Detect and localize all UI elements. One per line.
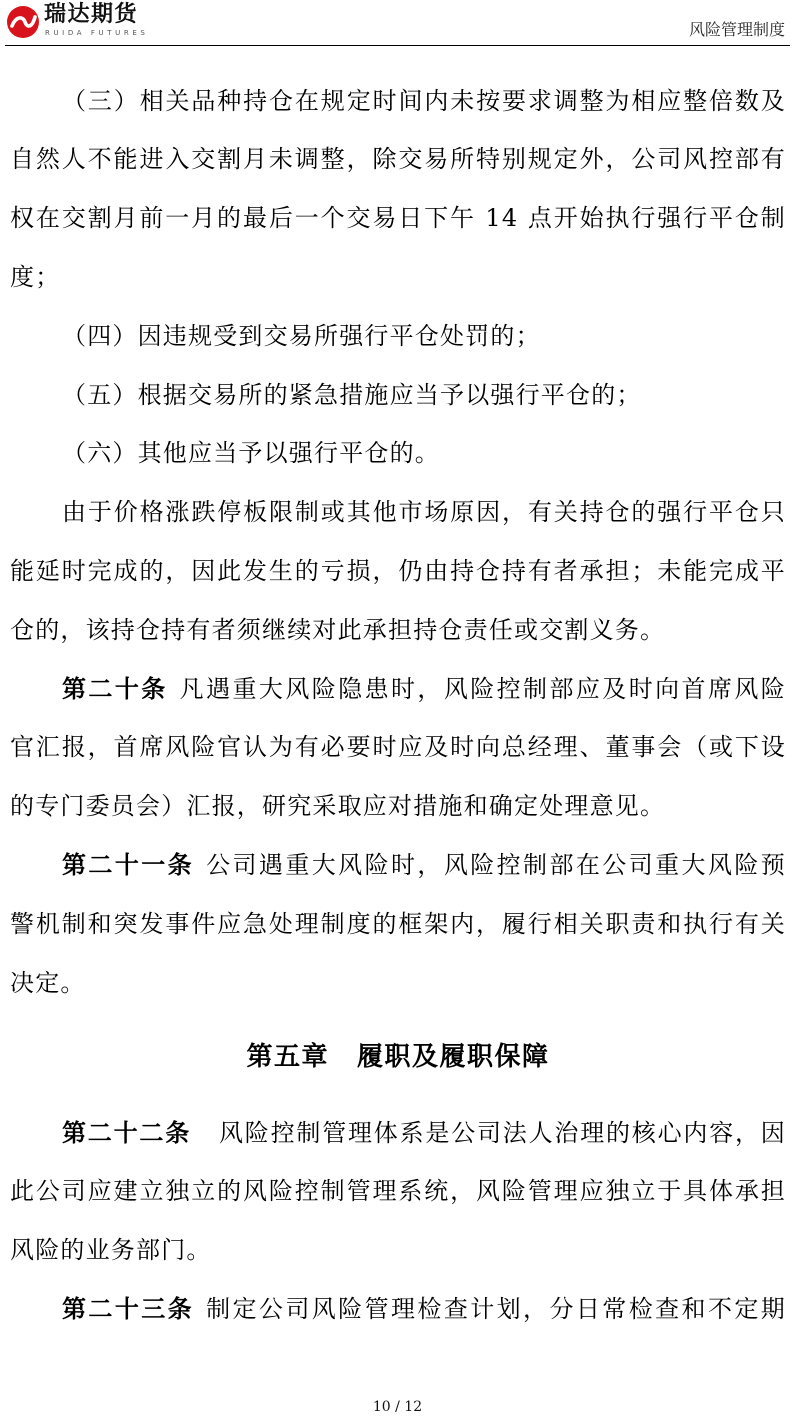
document-body bbox=[10, 72, 786, 1339]
article-number: 第二十三条 bbox=[62, 1294, 195, 1323]
article-text: 风险控制管理体系是公司法人治理的核心内容，因 bbox=[219, 1118, 786, 1147]
text-line bbox=[10, 660, 786, 719]
paragraph bbox=[10, 366, 786, 425]
article-number: 第二十一条 bbox=[62, 850, 195, 879]
article-text: 凡遇重大风险隐患时，风险控制部应及时向首席风险 bbox=[179, 674, 786, 703]
text-line: 仓的，该持仓持有者须继续对此承担持仓责任或交割义务。 bbox=[10, 615, 666, 644]
article-text: 制定公司风险管理检查计划，分日常检查和不定期 bbox=[206, 1294, 786, 1323]
paragraph bbox=[10, 483, 786, 659]
logo-text: 瑞达期货 bbox=[44, 2, 139, 27]
text-line: 度； bbox=[10, 262, 61, 291]
text-line: 官汇报，首席风险官认为有必要时应及时向总经理、董事会（或下设 bbox=[10, 733, 786, 762]
ruida-logo-icon bbox=[6, 5, 40, 39]
text-line: （三）相关品种持仓在规定时间内未按要求调整为相应整倍数及 bbox=[62, 86, 786, 115]
text-line bbox=[10, 1280, 786, 1339]
paragraph bbox=[10, 424, 786, 483]
chapter-number: 第五章 bbox=[246, 1042, 329, 1073]
article-paragraph bbox=[10, 660, 786, 836]
article-paragraph bbox=[10, 1104, 786, 1280]
document-title: 风险管理制度 bbox=[688, 20, 785, 39]
text-line: 由于价格涨跌停板限制或其他市场原因，有关持仓的强行平仓只 bbox=[62, 498, 786, 527]
text-line: 的专门委员会）汇报，研究采取应对措施和确定处理意见。 bbox=[10, 792, 666, 821]
article-paragraph bbox=[10, 836, 786, 1012]
article-number: 第二十二条 bbox=[62, 1118, 191, 1147]
chapter-title: 履职及履职保障 bbox=[357, 1042, 550, 1073]
page-number: 10 / 12 bbox=[372, 1399, 423, 1415]
text-line: （六）其他应当予以强行平仓的。 bbox=[62, 439, 440, 468]
header-rule bbox=[5, 45, 790, 46]
text-line: 此公司应建立独立的风险控制管理系统，风险管理应独立于具体承担 bbox=[10, 1177, 786, 1206]
article-text: 公司遇重大风险时，风险控制部在公司重大风险预 bbox=[206, 850, 786, 879]
text-line: 能延时完成的，因此发生的亏损，仍由持仓持有者承担；未能完成平 bbox=[10, 556, 786, 585]
text-line bbox=[10, 836, 786, 895]
text-line: （四）因违规受到交易所强行平仓处罚的； bbox=[62, 321, 541, 350]
page-header bbox=[0, 0, 795, 47]
text-line: （五）根据交易所的紧急措施应当予以强行平仓的； bbox=[62, 380, 642, 409]
paragraph bbox=[10, 307, 786, 366]
article-paragraph bbox=[10, 1280, 786, 1339]
text-line: 警机制和突发事件应急处理制度的框架内，履行相关职责和执行有关 bbox=[10, 909, 786, 938]
text-line: 自然人不能进入交割月未调整，除交易所特别规定外，公司风控部有 bbox=[10, 145, 786, 174]
text-line: 风险的业务部门。 bbox=[10, 1236, 212, 1265]
text-line: 权在交割月前一月的最后一个交易日下午 14 点开始执行强行平仓制 bbox=[10, 204, 786, 233]
text-line bbox=[10, 1104, 786, 1163]
paragraph bbox=[10, 72, 786, 307]
chapter-heading bbox=[10, 1012, 786, 1103]
article-number: 第二十条 bbox=[62, 674, 168, 703]
logo-subtext: RUIDA FUTURES bbox=[45, 29, 149, 37]
text-line: 决定。 bbox=[10, 968, 86, 997]
